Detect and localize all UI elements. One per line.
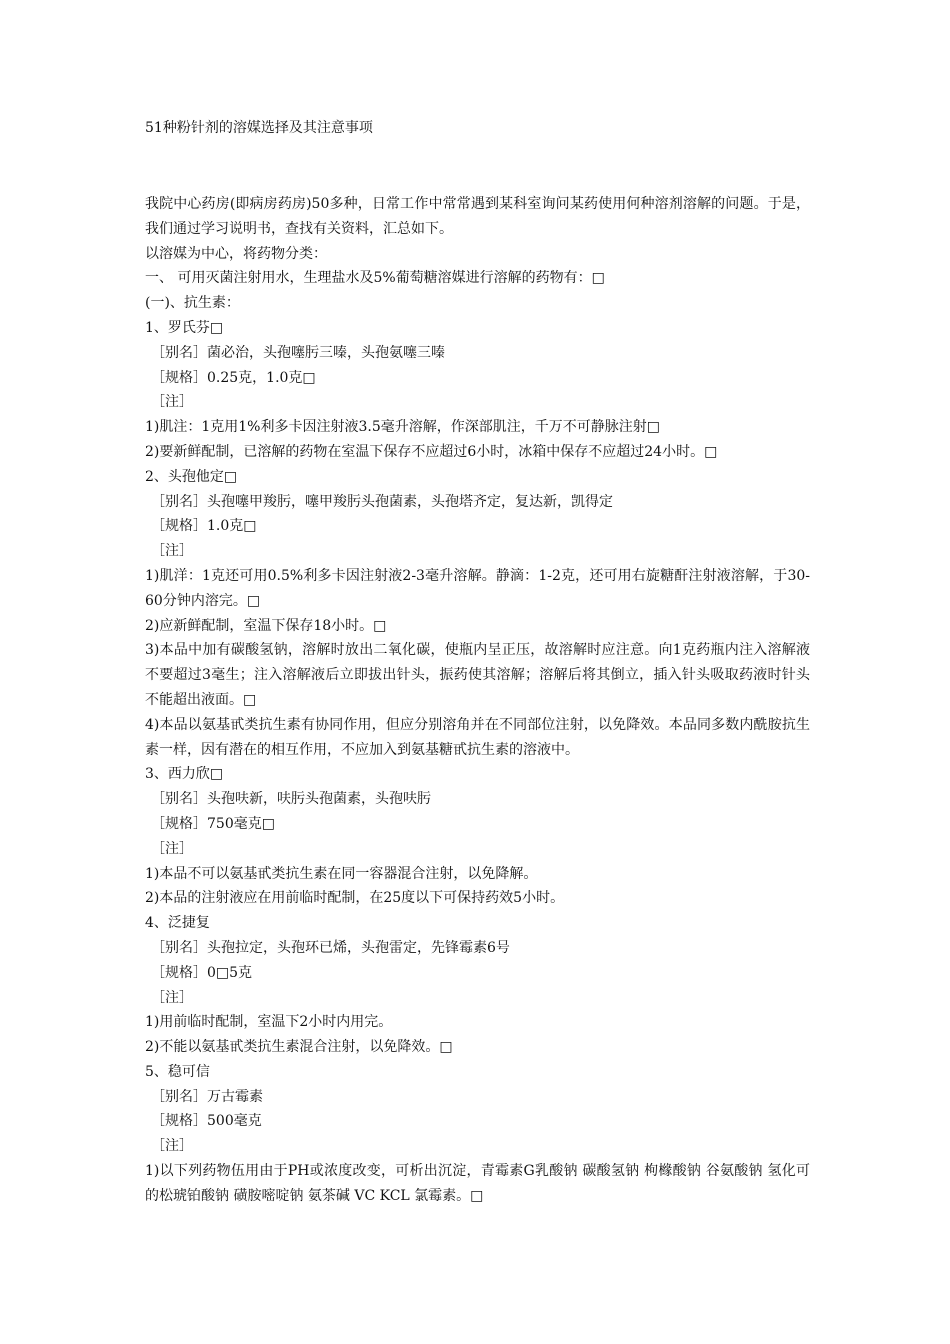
drug-note-label: ［注］ [151,1138,193,1155]
drug-note-item: 2)应新鲜配制，室温下保存18小时。□ [145,617,387,634]
drug-note-label: ［注］ [151,989,193,1006]
drug-note-item: 1)以下列药物伍用由于PH或浓度改变，可析出沉淀，青霉素G乳酸钠 碳酸氢钠 枸橼酸钠 谷氨酸钠 氢化可的松琥铂酸钠 磺胺嘧啶钠 氨茶碱 VC KCL 氯霉素。□ [145,1163,810,1204]
drug-name: 3、西力欣□ [145,766,224,783]
drug-alias: ［别名］头孢噻甲羧肟，噻甲羧肟头孢菌素，头孢塔齐定，复达新，凯得定 [151,493,613,510]
drug-spec: ［规格］750毫克□ [151,815,275,832]
drug-spec: ［规格］500毫克 [151,1113,262,1130]
drug-note-item: 2)不能以氨基甙类抗生素混合注射，以免降效。□ [145,1039,453,1056]
page-title: 51种粉针剂的溶媒选择及其注意事项 [145,120,373,136]
drug-note-item: 2)要新鲜配制，已溶解的药物在室温下保存不应超过6小时，冰箱中保存不应超过24小时。□ [145,443,718,460]
drug-name: 5、稳可信 [145,1063,210,1080]
classification-line: 以溶媒为中心，将药物分类： [145,245,327,262]
drug-note-label: ［注］ [151,543,193,560]
drug-spec: ［规格］0□5克 [151,964,253,981]
drug-note-item: 2)本品的注射液应在用前临时配制，在25度以下可保持药效5小时。 [145,890,565,907]
intro-paragraph: 我院中心药房(即病房药房)50多种，日常工作中常常遇到某科室询问某药使用何种溶剂溶解的问题。于是，我们通过学习说明书，查找有关资料，汇总如下。 [145,196,810,237]
subsection-heading: (一)、抗生素： [145,295,240,312]
document-body [145,192,810,1209]
drug-note-item: 1)本品不可以氨基甙类抗生素在同一容器混合注射，以免降解。 [145,865,538,882]
drug-note-label: ［注］ [151,840,193,857]
drug-alias: ［别名］万古霉素 [151,1088,263,1105]
drug-name: 1、罗氏芬□ [145,319,224,336]
drug-spec: ［规格］0.25克，1.0克□ [151,369,316,386]
drug-spec: ［规格］1.0克□ [151,518,257,535]
drug-note-label: ［注］ [151,394,193,411]
section-heading: 一、 可用灭菌注射用水，生理盐水及5%葡萄糖溶媒进行溶解的药物有：□ [145,270,605,287]
drug-alias: ［别名］菌必治，头孢噻肟三嗪，头孢氨噻三嗪 [151,344,445,361]
drug-alias: ［别名］头孢呋新，呋肟头孢菌素，头孢呋肟 [151,791,431,808]
drug-note-item: 1)肌注：1克用1%利多卡因注射液3.5毫升溶解，作深部肌注，千万不可静脉注射□ [145,419,660,436]
drug-note-item: 1)肌洋：1克还可用0.5%利多卡因注射液2-3毫升溶解。静滴：1-2克，还可用右旋糖酐注射液溶解，于30-60分钟内溶完。□ [145,567,810,609]
drug-note-item: 1)用前临时配制，室温下2小时内用完。 [145,1014,393,1031]
drug-note-item: 4)本品以氨基甙类抗生素有协同作用，但应分别溶角并在不同部位注射，以免降效。本品同多数内酰胺抗生素一样，因有潜在的相互作用，不应加入到氨基糖甙抗生素的溶液中。 [145,716,810,758]
drug-alias: ［别名］头孢拉定，头孢环已烯，头孢雷定，先锋霉素6号 [151,939,510,956]
drug-name: 4、泛捷复 [145,915,210,932]
drug-name: 2、头孢他定□ [145,468,238,485]
drug-note-item: 3)本品中加有碳酸氢钠，溶解时放出二氧化碳，使瓶内呈正压，故溶解时应注意。向1克药瓶内注入溶解液不要超过3毫生；注入溶解液后立即拔出针头，振药使其溶解；溶解后将其倒立，插入针头吸取药液时针头不能超出液面。□ [145,642,810,708]
